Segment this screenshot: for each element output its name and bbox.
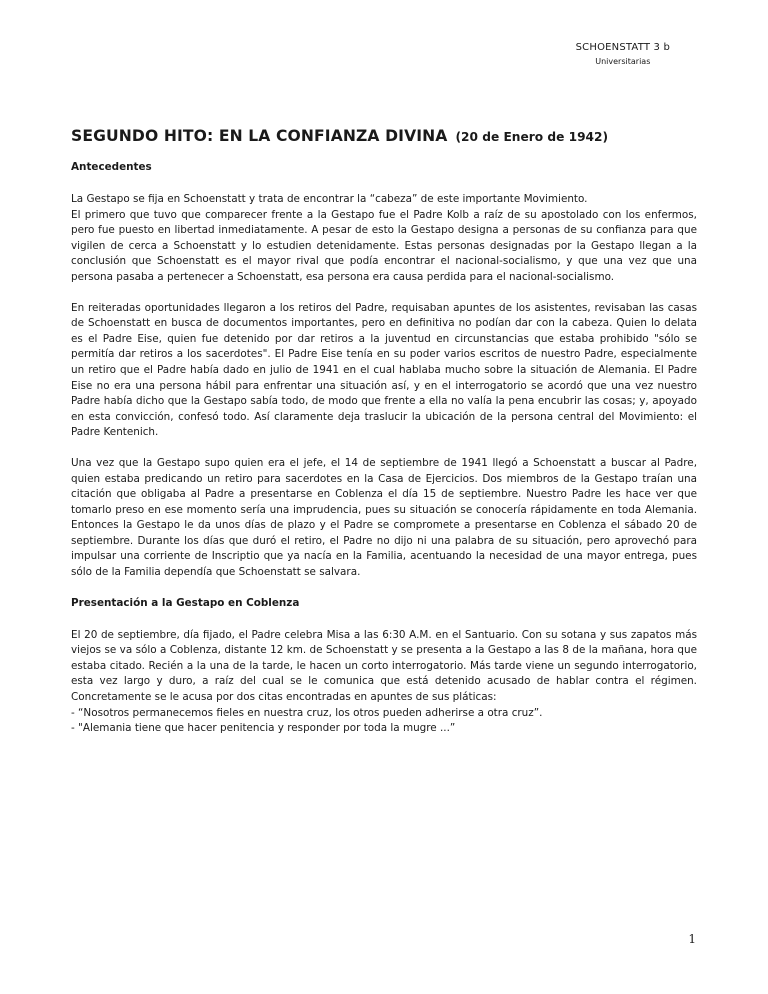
quote-item: - “Nosotros permanecemos fieles en nuestra cruz, los otros pueden adherirse a otra cruz”. bbox=[71, 706, 543, 719]
page-header bbox=[576, 41, 670, 69]
page-number: 1 bbox=[688, 932, 696, 946]
quote-list bbox=[71, 706, 697, 737]
paragraph: El primero que tuvo que comparecer frente a la Gestapo fue el Padre Kolb a raíz de su apostolado con los enfermos, pero fue puesto en libertad inmediatamente. A pesar de esto la Gestapo designa a personas de su confianza para que vigilen de cerca a Schoenstatt y lo estudien detenidamente. Estas personas designadas por la Gestapo llegan a la conclusión que Schoenstatt es el mayor rival que podía encontrar el nacional-socialismo, y que una vez que una persona pasaba a pertenecer a Schoenstatt, esa persona era causa perdida para el nacional-socialismo. bbox=[71, 208, 697, 283]
quote-item: - "Alemania tiene que hacer penitencia y responder por toda la mugre ...” bbox=[71, 722, 456, 735]
document-body bbox=[71, 120, 697, 737]
header-title: SCHOENSTATT 3 b bbox=[575, 42, 670, 53]
section-heading-presentacion: Presentación a la Gestapo en Coblenza bbox=[71, 596, 300, 609]
paragraph: Una vez que la Gestapo supo quien era el jefe, el 14 de septiembre de 1941 llegó a Schoenstatt a buscar al Padre, quien estaba predicando un retiro para sacerdotes en la Casa de Ejercicios. Dos miembros de la Gestapo traían una citación que obligaba al Padre a presentarse en Coblenza el día 15 de septiembre. Nuestro Padre les hace ver que tomarlo preso en ese momento sería una imprudencia, pues su situación se conocería rápidamente en toda Alemania. Entonces la Gestapo le da unos días de plazo y el Padre se compromete a presentarse en Coblenza el sábado 20 de septiembre. Durante los días que duró el retiro, el Padre no dijo ni una palabra de su situación, pero aprovechó para impulsar una corriente de Inscriptio que ya nacía en la Familia, acentuando la necesidad de una mayor entrega, pues sólo de la Familia dependía que Schoenstatt se salvara. bbox=[71, 456, 697, 579]
section-heading-antecedentes: Antecedentes bbox=[71, 161, 152, 173]
title-date: (20 de Enero de 1942) bbox=[455, 130, 609, 144]
paragraph: El 20 de septiembre, día fijado, el Padre celebra Misa a las 6:30 A.M. en el Santuario. Con su sotana y sus zapatos más viejos se va sólo a Coblenza, distante 12 km. de Schoenstatt y se presenta a la Gestapo a las 8 de la mañana, hora que estaba citado. Recién a la una de la tarde, le hacen un corto interrogatorio. Más tarde viene un segundo interrogatorio, esta vez largo y duro, a raíz del cual se le comunica que está detenido acusado de hablar contra el régimen. Concretamente se le acusa por dos citas encontradas en apuntes de sus pláticas: bbox=[71, 628, 697, 704]
document-title bbox=[71, 120, 697, 147]
header-subtitle: Universitarias bbox=[595, 57, 651, 66]
paragraph: En reiteradas oportunidades llegaron a los retiros del Padre, requisaban apuntes de los asistentes, revisaban las casas de Schoenstatt en busca de documentos importantes, pero en definitiva no podían dar con la cabeza. Quien lo delata es el Padre Eise, quien fue detenido por dar retiros a la juventud en circunstancias que estaba prohibido "sólo se permitía dar retiros a los sacerdotes". El Padre Eise tenía en su poder varios escritos de nuestro Padre, especialmente un retiro que el Padre había dado en julio de 1941 en el cual hablaba mucho sobre la situación de Alemania. El Padre Eise no era una persona hábil para enfrentar una situación así, y en el interrogatorio se acordó que una vez nuestro Padre había dicho que la Gestapo sabía todo, de modo que frente a ella no valía la pena encubrir las cosas; y, apoyado en esta convicción, confesó todo. Así claramente deja traslucir la ubicación de la persona central del Movimiento: el Padre Kentenich. bbox=[71, 301, 697, 439]
paragraph: La Gestapo se fija en Schoenstatt y trata de encontrar la “cabeza” de este importante Movimiento. bbox=[71, 193, 588, 205]
title-main: SEGUNDO HITO: EN LA CONFIANZA DIVINA bbox=[71, 127, 448, 145]
